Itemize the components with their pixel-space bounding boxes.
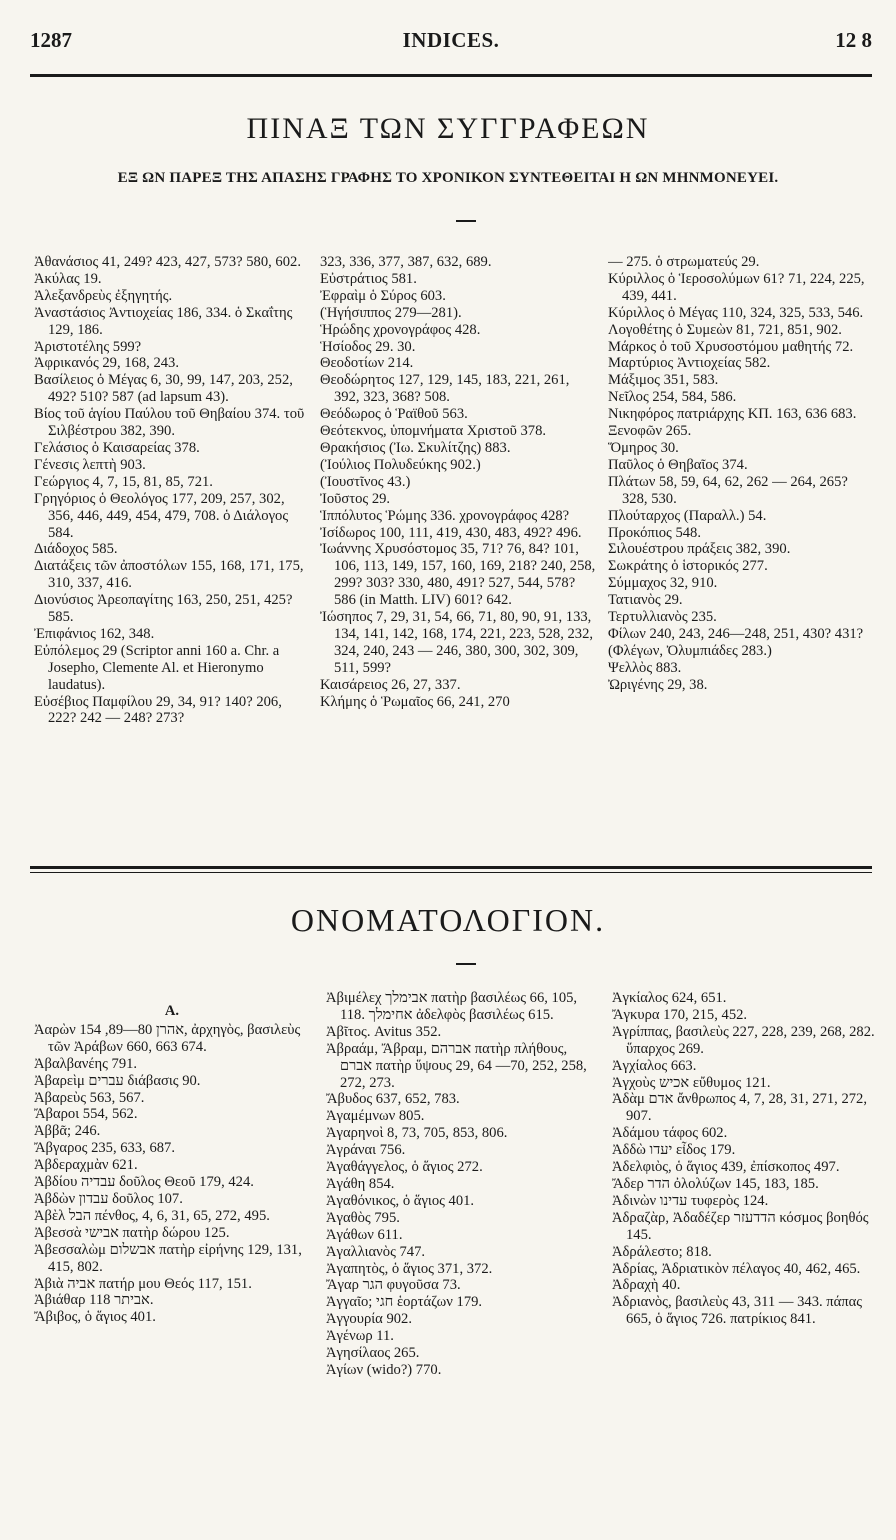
index-entry: (Ἰούλιος Πολυδεύκης 902.) [320,456,481,473]
index-entry: Ξενοφῶν 265. [608,423,692,440]
index-entry: Ἀβῖτος. Avitus 352. [326,1023,442,1040]
index-entry: Ἀγρίππας, βασιλεὺς 227, 228, 239, 268, 282. ὕπαρχος 269. [612,1023,875,1057]
index-entry: Γένεσις λεπτὴ 903. [34,456,146,473]
index-entry: Ἱππόλυτος Ῥώμης 336. χρονογράφος 428? [320,507,570,524]
names-column-3 [612,990,876,1490]
index-entry: Ἀγένωρ 11. [326,1328,394,1345]
index-entry: Εὐσέβιος Παμφίλου 29, 34, 91? 140? 206, 222? 242 — 248? 273? [34,693,282,727]
index-entry: Ἀλεξανδρεὺς ἐξηγητής. [34,287,173,304]
onomatologion-title: ΟΝΟΜΑΤΟΛΟΓΙΟΝ. [290,902,606,938]
index-entry: Θεότεκνος, ὑπομνήματα Χριστοῦ 378. [320,423,547,440]
index-entry: Θεόδωρος ὁ Ῥαϊθοῦ 563. [320,406,468,423]
index-entry: Φίλων 240, 243, 246—248, 251, 430? 431? [608,625,864,642]
index-entry: Ἀγγουρία 902. [326,1311,413,1328]
index-entry: (Φλέγων, Ὀλυμπιάδες 283.) [608,642,772,659]
index-entry: Ἀβραάμ, Ἄβραμ, אברהם πατὴρ πλήθους, אברם πατὴρ ὕψους 29, 64 —70, 252, 258, 272, 273. [326,1040,587,1091]
index-entry: Ἀφρικανός 29, 168, 243. [34,355,179,372]
index-entry: Ἀδάμου τάφος 602. [612,1125,728,1142]
index-entry: Ἀδδὼ יעדו εἶδος 179. [612,1142,736,1159]
index-entry: Ἀδράλεστο; 818. [612,1243,712,1260]
index-entry: Πλούταρχος (Παραλλ.) 54. [608,507,767,524]
index-entry: Πλάτων 58, 59, 64, 62, 262 — 264, 265? 328, 530. [608,473,848,507]
index-entry: Ἡσίοδος 29. 30. [320,338,416,355]
index-entry: Ἀγράναι 756. [326,1142,406,1159]
index-entry: Ἀγάθων 611. [326,1226,403,1243]
index-entry: Σωκράτης ὁ ἱστορικός 277. [608,558,768,575]
index-entry: (Ἰουστῖνος 43.) [320,473,411,490]
index-entry: Κύριλλος ὁ Μέγας 110, 324, 325, 533, 546. [608,304,864,321]
section-rule-thin [30,872,872,873]
authors-index-subtitle: ΕΞ ΩΝ ΠΑΡΕΞ ΤΗΣ ΑΠΑΣΗΣ ΓΡΑΦΗΣ ΤΟ ΧΡΟΝΙΚΟΝ ΣΥΝΤΕΘΕΙΤΑΙ Η ΩΝ ΜΗΝΜΟΝΕΥΕΙ. [117,170,779,186]
index-entry: Ἀγαλλιανὸς 747. [326,1243,426,1260]
index-entry: Ἄγαρ הגר φυγοῦσα 73. [326,1277,461,1294]
index-entry: Ἀβεσσαλὼμ אבשלום πατὴρ εἰρήνης 129, 131, 415, 802. [34,1241,302,1275]
index-entry: Βασίλειος ὁ Μέγας 6, 30, 99, 147, 203, 252, 492? 510? 587 (ad lapsum 43). [34,372,293,406]
page-number-right: 12 8 [835,28,872,52]
index-entry: Προκόπιος 548. [608,524,702,541]
index-entry: Νεῖλος 254, 584, 586. [608,389,737,406]
index-entry: Διατάξεις τῶν ἀποστόλων 155, 168, 171, 175, 310, 337, 416. [34,558,304,592]
onomatologion-divider [456,963,476,965]
index-entry: Ἀαρὼν אהרן 80—89, 154, ἀρχηγὸς, βασιλεὺς τῶν Ἀράβων 660, 663 674. [34,1021,301,1055]
index-entry: Ἀδραχὴ 40. [612,1277,681,1294]
page-number-left: 1287 [30,28,72,52]
index-entry: Θεοδοτίων 214. [320,355,414,372]
index-entry: Ἀβιὰ אביה πατήρ μου Θεός 117, 151. [34,1275,252,1292]
index-entry: Ψελλὸς 883. [608,659,682,676]
section-divider [456,220,476,222]
names-column-1 [34,1003,310,1503]
index-entry: Ἀβαλβανέης 791. [34,1055,138,1072]
index-entry: Ἀγκίαλος 624, 651. [612,990,727,1006]
index-entry: Νικηφόρος πατριάρχης ΚΠ. 163, 636 683. [608,406,857,423]
index-entry: Ἐπιφάνιος 162, 348. [34,625,155,642]
index-entry: Ἀγίων (wido?) 770. [326,1361,442,1378]
authors-column-1 [34,254,308,826]
running-head [30,28,872,58]
index-entry: Ἰσίδωρος 100, 111, 419, 430, 483, 492? 496. [320,524,582,541]
index-entry: Ἀβδεραχμὰν 621. [34,1157,138,1174]
letter-heading: Α. [164,1003,180,1019]
index-entry: Ἀγγαῖο; חגי ἑορτάζων 179. [326,1294,483,1311]
index-entry: Γρηγόριος ὁ Θεολόγος 177, 209, 257, 302, 356, 446, 449, 454, 479, 708. ὁ Διάλογος 584. [34,490,289,541]
index-entry: Μαρτύριος Ἀντιοχείας 582. [608,355,771,372]
index-entry: Τατιανὸς 29. [608,592,683,609]
index-entry: Ἀβδίου עבדיה δοῦλος Θεοῦ 179, 424. [34,1174,254,1191]
index-entry: Λογοθέτης ὁ Συμεὼν 81, 721, 851, 902. [608,321,842,338]
index-entry: Μάξιμος 351, 583. [608,372,719,389]
index-entry: Διάδοχος 585. [34,541,118,558]
names-column-1-list [34,1022,310,1326]
index-entry: Βίος τοῦ ἁγίου Παύλου τοῦ Θηβαίου 374. τοῦ Σιλβέστρου 382, 390. [34,406,305,440]
index-entry: Ἄδερ הדר ὀλολύζων 145, 183, 185. [612,1175,819,1192]
index-entry: Ἀκύλας 19. [34,270,102,287]
running-title: INDICES. [402,28,500,52]
index-entry: Εὐστράτιος 581. [320,270,417,287]
index-entry: Ἀδραζὰρ, Ἀδαδέζερ הדדעזר κόσμος βοηθός 145. [612,1209,869,1243]
index-entry: Ἀγαθάγγελος, ὁ ἅγιος 272. [326,1159,483,1176]
index-entry: Σιλουέστρου πράξεις 382, 390. [608,541,791,558]
index-entry: Ἀγχοὺς אכיש εὔθυμος 121. [612,1074,771,1091]
authors-index-title: ΠΙΝΑΞ ΤΩΝ ΣΥΓΓΡΑΦΕΩΝ [246,112,650,145]
authors-column-3 [608,254,874,826]
index-entry: Ἀδριανὸς, βασιλεὺς 43, 311 — 343. πάπας 665, ὁ ἅγιος 726. πατρίκιος 841. [612,1294,863,1328]
index-entry: Ἀναστάσιος Ἀντιοχείας 186, 334. ὁ Σκαΐτης 129, 186. [34,304,293,338]
index-entry: Ἀγαρηνοὶ 8, 73, 705, 853, 806. [326,1125,508,1142]
index-entry: Διονύσιος Ἀρεοπαγίτης 163, 250, 251, 425? 585. [34,592,293,626]
index-entry: 323, 336, 377, 387, 632, 689. [320,254,492,270]
index-entry: (Ἡγήσιππος 279—281). [320,304,462,321]
index-entry: Ἄβυδος 637, 652, 783. [326,1091,460,1108]
authors-column-2 [320,254,596,826]
index-entry: Ἰώσηπος 7, 29, 31, 54, 66, 71, 80, 90, 91, 133, 134, 141, 142, 168, 174, 221, 223, 528, 232, 324, 240, 243 — 246, 380, 300, 302, 309, 511, 599? [320,609,594,676]
index-entry: Θρακήσιος (Ἰω. Σκυλίτζης) 883. [320,439,511,456]
section-rule-thick [30,866,872,869]
index-entry: Ἡρώδης χρονογράφος 428. [320,321,481,338]
index-entry: Κλήμης ὁ Ῥωμαῖος 66, 241, 270 [320,693,510,710]
index-entry: Ἀδινὼν עדינו τυφερὸς 124. [612,1192,769,1209]
index-entry: Ἀβαρεὺς 563, 567. [34,1089,145,1106]
index-entry: Σύμμαχος 32, 910. [608,575,718,592]
index-entry: Τερτυλλιανὸς 235. [608,609,717,626]
header-rule [30,74,872,77]
index-entry: Ἐφραὶμ ὁ Σύρος 603. [320,287,446,304]
index-entry: Εὐπόλεμος 29 (Scriptor anni 160 a. Chr. a Josepho, Clemente Al. et Hieronymo laudatus). [34,642,280,693]
index-entry: Ἄγκυρα 170, 215, 452. [612,1006,748,1023]
index-entry: Ἀγχίαλος 663. [612,1057,697,1074]
index-entry: Ἰωάννης Χρυσόστομος 35, 71? 76, 84? 101, 106, 113, 149, 157, 160, 169, 218? 240, 258, 299? 303? 330, 480, 491? 527, 544, 578? 586 (in Matth. LIV) 601? 642. [320,541,596,609]
index-entry: Παῦλος ὁ Θηβαῖος 374. [608,456,748,473]
index-entry: Ἀβιμέλεχ אבימלך πατὴρ βασιλέως 66, 105, 118. אחימלך ἀδελφὸς βασιλέως 615. [326,990,578,1023]
index-entry: Ἀριστοτέλης 599? [34,338,142,355]
index-entry: Ἀβαρεὶμ עברים διάβασις 90. [34,1072,201,1089]
index-entry: Ἀγαθὸς 795. [326,1209,400,1226]
index-entry: Ἀβδὼν עבדון δοῦλος 107. [34,1190,183,1207]
names-column-2 [326,990,596,1490]
index-entry: Ἄβαροι 554, 562. [34,1106,138,1123]
index-entry: Γελάσιος ὁ Καισαρείας 378. [34,439,200,456]
index-entry: Μάρκος ὁ τοῦ Χρυσοστόμου μαθητής 72. [608,338,854,355]
index-entry: Γεώργιος 4, 7, 15, 81, 85, 721. [34,473,213,490]
index-entry: Ἀδελφιὸς, ὁ ἅγιος 439, ἐπίσκοπος 497. [612,1159,840,1176]
index-entry: Ἀγησίλαος 265. [326,1345,420,1362]
index-entry: Ἄβγαρος 235, 633, 687. [34,1140,175,1157]
index-entry: Ἀγάθη 854. [326,1175,395,1192]
index-entry: Ὅμηρος 30. [608,439,679,456]
index-entry: Ἀββᾶ; 246. [34,1123,101,1140]
index-entry: Ἀθανάσιος 41, 249? 423, 427, 573? 580, 602. [34,254,301,270]
index-entry: Καισάρειος 26, 27, 337. [320,676,461,693]
index-entry: Ἀδρίας, Ἀδριατικὸν πέλαγος 40, 462, 465. [612,1260,861,1277]
index-entry: Κύριλλος ὁ Ἱεροσολύμων 61? 71, 224, 225, 439, 441. [608,270,865,304]
index-entry: Ἀβιάθαρ אביתר 118. [34,1292,154,1309]
index-entry: Ἀδὰμ אדם ἄνθρωπος 4, 7, 28, 31, 271, 272, 907. [612,1091,867,1125]
index-entry: Θεοδώρητος 127, 129, 145, 183, 221, 261, 392, 323, 368? 508. [320,372,570,406]
index-entry: Ἀγαπητὸς, ὁ ἅγιος 371, 372. [326,1260,493,1277]
index-entry: — 275. ὁ στρωματεύς 29. [608,254,760,270]
index-entry: Ὠριγένης 29, 38. [608,676,708,693]
index-entry: Ἰοῦστος 29. [320,490,391,507]
index-entry: Ἀβὲλ הבל πένθος, 4, 6, 31, 65, 272, 495. [34,1207,270,1224]
index-entry: Ἀγαθόνικος, ὁ ἅγιος 401. [326,1192,475,1209]
index-entry: Ἄβιβος, ὁ ἅγιος 401. [34,1309,156,1326]
index-entry: Ἀγαμέμνων 805. [326,1108,425,1125]
index-entry: Ἀβεσσὰ אבישי πατὴρ δώρου 125. [34,1224,230,1241]
